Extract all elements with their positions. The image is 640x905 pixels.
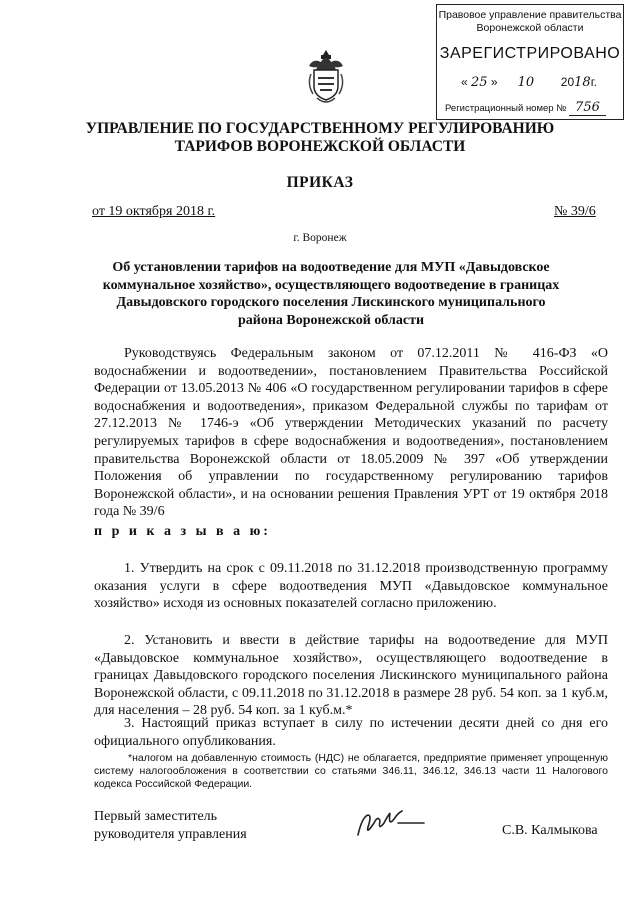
orders-word: п р и к а з ы в а ю: [94, 524, 271, 539]
handwritten-signature-icon [352, 805, 432, 845]
preamble-paragraph: Руководствуясь Федеральным законом от 07.12.2011 № 416-ФЗ «О водоснабжении и водоотведении», постановлением Правительства Российской Федерации от 13.05.2013 № 406 «О государственном регулировании тарифов в сфере водоснабжения и водоотведения», приказом Федеральной службы по тарифам от 27.12.2013 № 1746-э «Об утверждении Методических указаний по расчету регулируемых тарифов в сфере водоснабжения и водоотведения», постановлением правительства Воронежской области от 18.05.2009 № 397 «Об утверждении Положения об управлении по государственному регулированию тарифов Воронежской области», и на основании решения Правления УРТ от 19 октября 2018 года № 39/6 [94, 346, 608, 520]
order-item-3: 3. Настоящий приказ вступает в силу по истечении десяти дней со дня его официального опубликования. [94, 716, 608, 749]
issuer-title-line1: УПРАВЛЕНИЕ ПО ГОСУДАРСТВЕННОМУ РЕГУЛИРОВАНИЮ [85, 120, 555, 137]
stamp-reg-label: Регистрационный номер № [445, 103, 567, 114]
issuer-title-line2: ТАРИФОВ ВОРОНЕЖСКОЙ ОБЛАСТИ [174, 138, 466, 155]
stamp-month: 10 [517, 75, 535, 90]
order-number: № 39/6 [554, 204, 596, 219]
stamp-organization: Правовое управление правительства Воронежской области [438, 9, 622, 34]
order-date: от 19 октября 2018 г. [92, 204, 216, 219]
signatory-name: С.В. Калмыкова [502, 823, 598, 838]
order-city: г. Воронеж [293, 232, 347, 244]
order-item-2: 2. Установить и ввести в действие тарифы на водоотведение для МУП «Давыдовское коммунальное хозяйство», осуществляющего водоотведение в границах Давыдовского городского поселения Лискинского муниципального района Воронежской области, с 09.11.2018 по 31.12.2018 в размере 28 руб. 54 коп. за 1 куб.м, для населения – 28 руб. 54 коп. за 1 куб.м.* [94, 633, 608, 719]
stamp-registered: ЗАРЕГИСТРИРОВАНО [439, 45, 621, 62]
footnote: *налогом на добавленную стоимость (НДС) не облагается, предприятие применяет упрощенную систему налогообложения в соответствии со статьями 346.11, 346.12, 346.13 части 11 Налогового кодекса Российской Федерации. [94, 752, 608, 790]
stamp-date: « 25 » 10 2018г. [461, 75, 597, 90]
stamp-year-prefix: 20 [560, 75, 575, 89]
stamp-reg-number [445, 100, 617, 115]
stamp-year-end: г. [590, 75, 597, 89]
order-subject: Об установлении тарифов на водоотведение для МУП «Давыдовское коммунальное хозяйство», осуществляющего водоотведение в границах Давыдовского городского поселения Лискинского муниципального района Воронежской области [102, 260, 560, 328]
stamp-year-suffix: 18 [574, 75, 591, 90]
coat-of-arms-icon [305, 48, 347, 108]
document-type: ПРИКАЗ [286, 174, 354, 191]
order-item-1: 1. Утвердить на срок с 09.11.2018 по 31.12.2018 производственную программу оказания услуги в сфере водоотведения МУП «Давыдовское коммунальное хозяйство» исходя из основных показателей согласно приложению. [94, 561, 608, 612]
registration-stamp [436, 4, 624, 120]
signatory-position: Первый заместитель руководителя управления [94, 809, 247, 842]
stamp-reg-value: 756 [569, 100, 606, 116]
stamp-day: 25 [471, 75, 488, 90]
